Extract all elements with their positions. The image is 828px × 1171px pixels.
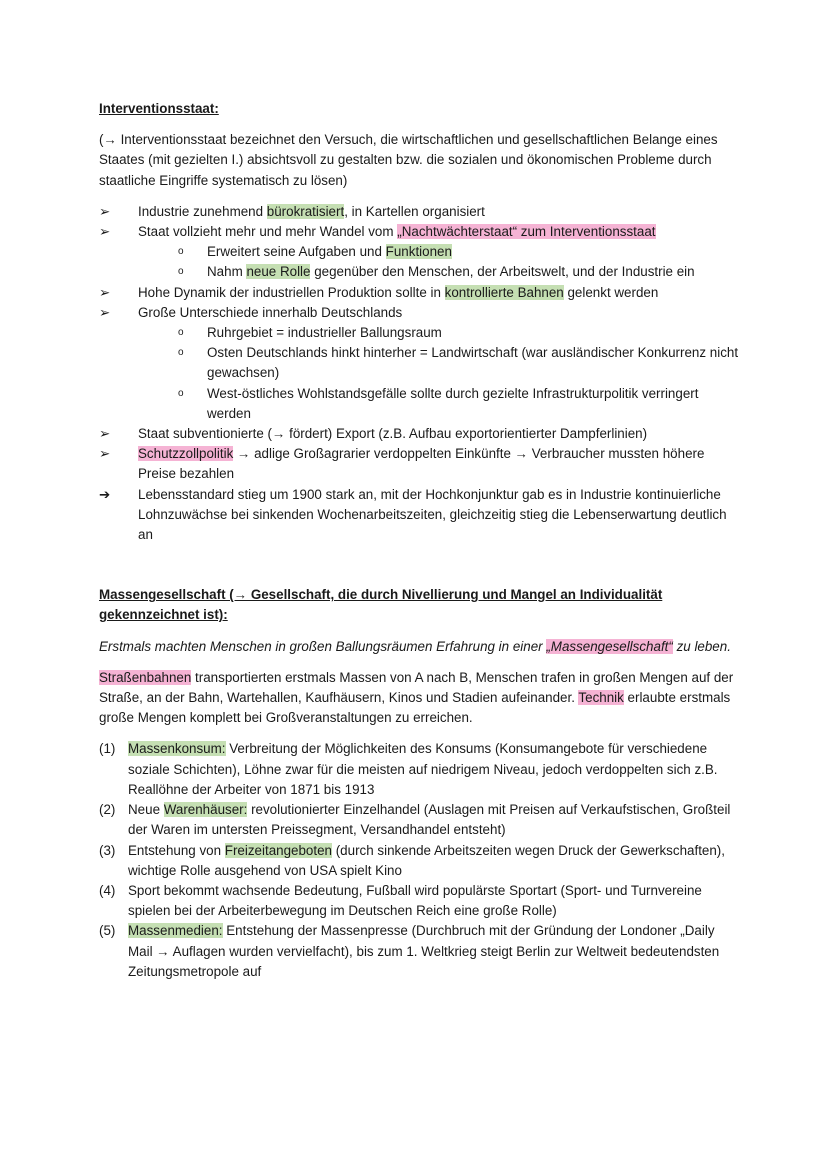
item-number: (1) — [99, 741, 116, 757]
arrowhead-bullet-icon: ➢ — [99, 284, 111, 300]
arrowhead-bullet-icon: ➢ — [99, 224, 111, 240]
arrowhead-bullet-icon: ➢ — [99, 304, 111, 320]
numbered-list — [99, 739, 739, 981]
sub-list — [138, 323, 739, 424]
sub-list-item: o Osten Deutschlands hinkt hinterher = Landwirtschaft (war ausländischer Konkurrenz nicht gewachsen) — [178, 345, 739, 381]
sub-list-item: o Ruhrgebiet = industrieller Ballungsraum — [138, 323, 739, 343]
numbered-item: (5) Massenmedien: Entstehung der Massenpresse (Durchbruch mit der Gründung der Londoner „Daily Mail → Auflagen wurden vervielfacht), bis zum 1. Weltkrieg steigt Berlin zur Weltweit bedeutendsten Zeitungsmetropole auf — [99, 923, 720, 979]
numbered-item: (1) Massenkonsum: Verbreitung der Möglichkeiten des Konsums (Konsumangebote für verschiedene soziale Schichten), Löhne zwar für die meisten auf niedrigem Niveau, jedoch verdoppelten sich z.B. Reallöhne der Arbeiter von 1871 bis 1913 — [99, 741, 718, 797]
item-number: (5) — [99, 923, 116, 939]
highlight: „Massengesellschaft“ — [546, 638, 673, 654]
sub-list-item: o West-östliches Wohlstandsgefälle sollte durch gezielte Infrastrukturpolitik verringert werden — [178, 385, 699, 421]
item-number: (4) — [99, 882, 116, 898]
item-number: (3) — [99, 842, 116, 858]
section-title-massengesellschaft: Massengesellschaft (→ Gesellschaft, die durch Nivellierung und Mangel an Individualität gekennzeichnet ist): — [99, 587, 663, 623]
numbered-item: (2) Neue Warenhäuser: revolutionierter Einzelhandel (Auslagen mit Preisen auf Verkaufstischen, Großteil der Waren im untersten Preissegment, Versandhandel entsteht) — [99, 802, 731, 838]
highlight: kontrollierte Bahnen — [444, 284, 564, 300]
highlight: „Nachtwächterstaat“ zum Interventionsstaat — [397, 224, 656, 240]
sub-list-item: o Nahm neue Rolle gegenüber den Menschen, der Arbeitswelt, und der Industrie ein — [138, 262, 739, 282]
sub-list-item: o Erweitert seine Aufgaben und Funktionen — [138, 242, 739, 262]
document-content — [99, 99, 739, 982]
highlight: bürokratisiert — [266, 203, 345, 219]
list-item: ➢ Staat subventionierte (→ fördert) Export (z.B. Aufbau exportorientierter Dampferlinien) — [99, 424, 739, 444]
highlight: Massenkonsum: — [128, 741, 226, 757]
list-item: ➢ Staat vollzieht mehr und mehr Wandel vom „Nachtwächterstaat“ zum Interventionsstaat o Erweitert seine Aufgaben und Funktionen o Nahm neue Rolle gegenüber den Menschen, der Arbeitswelt, und der Industrie ein — [99, 222, 739, 283]
highlight: Technik — [578, 690, 624, 706]
highlight: Massenmedien: — [128, 923, 223, 939]
circle-bullet-icon: o — [178, 266, 184, 278]
right-arrow-icon: ➔ — [99, 486, 111, 502]
intro-paragraph: Erstmals machten Menschen in großen Ballungsräumen Erfahrung in einer „Massengesellschaft“ zu leben. — [99, 638, 731, 654]
section-title-interventionsstaat: Interventionsstaat: — [99, 101, 219, 116]
highlight: Schutzzollpolitik — [138, 446, 234, 462]
circle-bullet-icon: o — [178, 327, 184, 339]
sub-list — [138, 242, 739, 282]
highlight: Warenhäuser: — [163, 802, 248, 818]
arrowhead-bullet-icon: ➢ — [99, 446, 111, 462]
highlight: Freizeitangeboten — [224, 842, 332, 858]
list-item: ➢ Schutzzollpolitik → adlige Großagrarier verdoppelten Einkünfte → Verbraucher mussten höhere Preise bezahlen — [99, 446, 705, 482]
highlight: Straßenbahnen — [99, 669, 192, 685]
arrowhead-bullet-icon: ➢ — [99, 203, 111, 219]
list-item: ➔ Lebensstandard stieg um 1900 stark an, mit der Hochkonjunktur gab es in Industrie kontinuierliche Lohnzuwächse bei sinkenden Wochenarbeitszeiten, gleichzeitig stieg die Lebenserwartung deutlich an — [99, 486, 727, 543]
numbered-item: (4) Sport bekommt wachsende Bedeutung, Fußball wird populärste Sportart (Sport- und Turnvereine spielen bei der Arbeiterbewegung im Deutschen Reich eine große Rolle) — [99, 882, 702, 919]
list-item: ➢ Große Unterschiede innerhalb Deutschlands o Ruhrgebiet = industrieller Ballungsraum o Osten Deutschlands hinkt hinterher = Landwirtschaft (war ausländischer Konkurrenz nicht gewachsen) o West-östliches Wohlstandsgefälle sollte durch gezielte Infrastrukturpolitik verringert werden — [99, 303, 739, 424]
intro-paragraph: (→ Interventionsstaat bezeichnet den Versuch, die wirtschaftlichen und gesellschaftlichen Belange eines Staates (mit gezielten I.) absichtsvoll zu gestalten bzw. die sozialen und ökonomischen Probleme durch staatliche Eingriffe systematisch zu lösen) — [99, 132, 718, 188]
circle-bullet-icon: o — [178, 387, 184, 399]
circle-bullet-icon: o — [178, 347, 184, 359]
arrowhead-bullet-icon: ➢ — [99, 426, 111, 442]
circle-bullet-icon: o — [178, 246, 184, 258]
body-paragraph: Straßenbahnen transportierten erstmals Massen von A nach B, Menschen trafen in großen Mengen auf der Straße, an der Bahn, Wartehallen, Kaufhäusern, Kinos und Stadien aufeinander. Technik erlaubte erstmals große Mengen komplett bei Großveranstaltungen zu erreichen. — [99, 669, 734, 726]
highlight: neue Rolle — [246, 264, 311, 280]
list-item: ➢ Industrie zunehmend bürokratisiert, in Kartellen organisiert — [99, 202, 739, 222]
highlight: Funktionen — [385, 244, 452, 260]
item-number: (2) — [99, 802, 116, 818]
list-item: ➢ Hohe Dynamik der industriellen Produktion sollte in kontrollierte Bahnen gelenkt werden — [99, 283, 739, 303]
numbered-item: (3) Entstehung von Freizeitangeboten (durch sinkende Arbeitszeiten wegen Druck der Gewerkschaften), wichtige Rolle ausgehend von USA spielt Kino — [99, 842, 725, 878]
bullet-list — [99, 202, 739, 545]
